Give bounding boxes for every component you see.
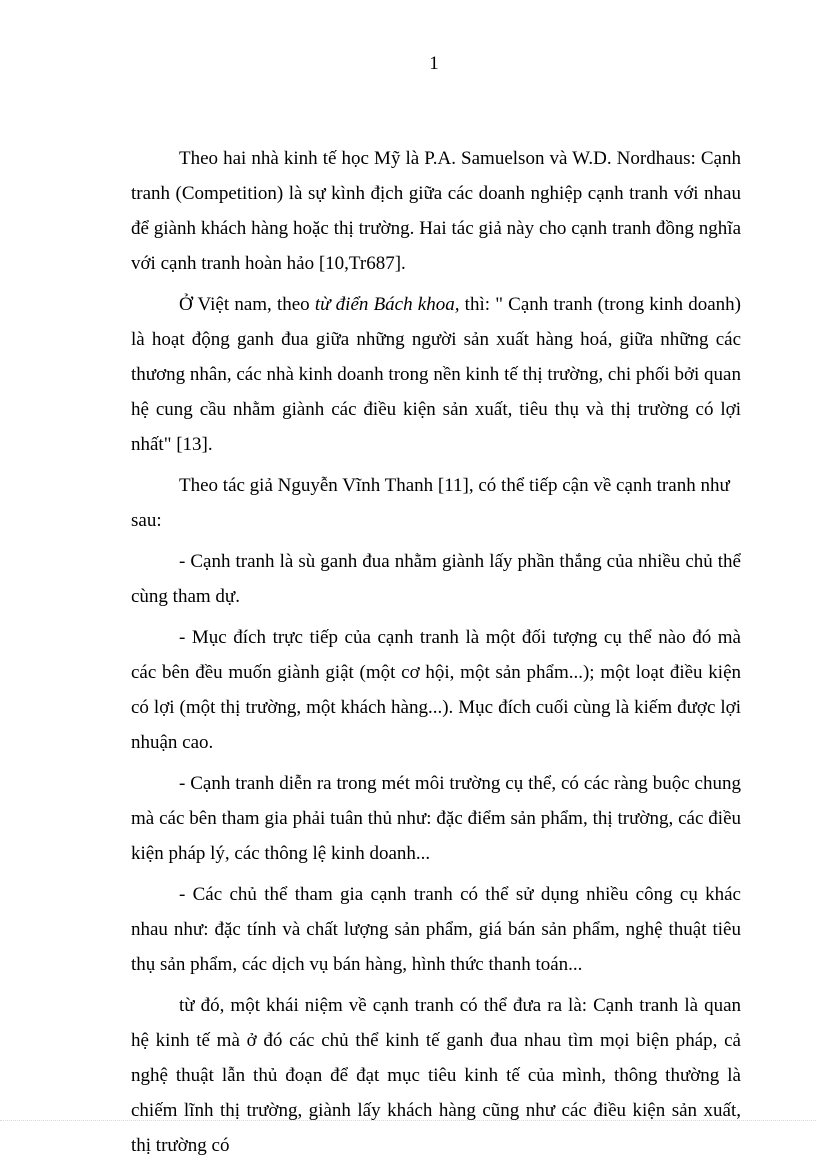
paragraph-encyclopedia-definition — [131, 287, 741, 462]
list-item-competition-4: - Các chủ thể tham gia cạnh tranh có thể sử dụng nhiều công cụ khác nhau như: đặc tính và chất lượng sản phẩm, giá bán sản phẩm, nghệ thuật tiêu thụ sản phẩm, các dịch vụ bán hàng, hình thức thanh toán... — [131, 884, 741, 975]
paragraph-text: Ở Việt nam, theo — [179, 294, 315, 315]
paragraph-text: thì: " Cạnh tranh (trong kinh doanh) là hoạt động ganh đua giữa những người sản xuất hàng hoá, giữa những các thương nhân, các nhà kinh doanh trong nền kinh tế thị trường, chi phối bởi quan hệ cung cầu nhằm giành các điều kiện sản xuất, tiêu thụ và thị trường có lợi nhất" [13]. — [131, 294, 741, 455]
list-item-competition-2: - Mục đích trực tiếp của cạnh tranh là một đối tượng cụ thể nào đó mà các bên đều muốn giành giật (một cơ hội, một sản phẩm...); một loạt điều kiện có lợi (một thị trường, một khách hàng...). Mục đích cuối cùng là kiếm được lợi nhuận cao. — [131, 627, 741, 753]
list-item-competition-3: - Cạnh tranh diễn ra trong mét môi trường cụ thể, có các ràng buộc chung mà các bên tham gia phải tuân thủ như: đặc điểm sản phẩm, thị trường, các điều kiện pháp lý, các thông lệ kinh doanh... — [131, 773, 741, 864]
paragraph-concluding-definition: từ đó, một khái niệm về cạnh tranh có thể đưa ra là: Cạnh tranh là quan hệ kinh tế mà ở đó các chủ thể kinh tế ganh đua nhau tìm mọi biện pháp, cả nghệ thuật lẫn thủ đoạn để đạt mục tiêu kinh tế của mình, thông thường là chiếm lĩnh thị trường, giành lấy khách hàng cũng như các điều kiện sản xuất, thị trường có — [131, 995, 741, 1156]
page-number: 1 — [429, 53, 439, 74]
document-body — [131, 141, 741, 1163]
paragraph-nguyen-vinh-thanh-intro: Theo tác giả Nguyễn Vĩnh Thanh [11], có thể tiếp cận về cạnh tranh như sau: — [131, 475, 730, 531]
paragraph-samuelson-definition: Theo hai nhà kinh tế học Mỹ là P.A. Samuelson và W.D. Nordhaus: Cạnh tranh (Competition) là sự kình địch giữa các doanh nghiệp cạnh tranh với nhau để giành khách hàng hoặc thị trường. Hai tác giả này cho cạnh tranh đồng nghĩa với cạnh tranh hoàn hảo [10,Tr687]. — [131, 148, 741, 274]
list-item-competition-1: - Cạnh tranh là sù ganh đua nhằm giành lấy phần thắng của nhiều chủ thể cùng tham dự. — [131, 551, 741, 607]
italic-source-title: từ điển Bách khoa, — [314, 294, 460, 315]
page-bottom-divider — [0, 1120, 816, 1121]
